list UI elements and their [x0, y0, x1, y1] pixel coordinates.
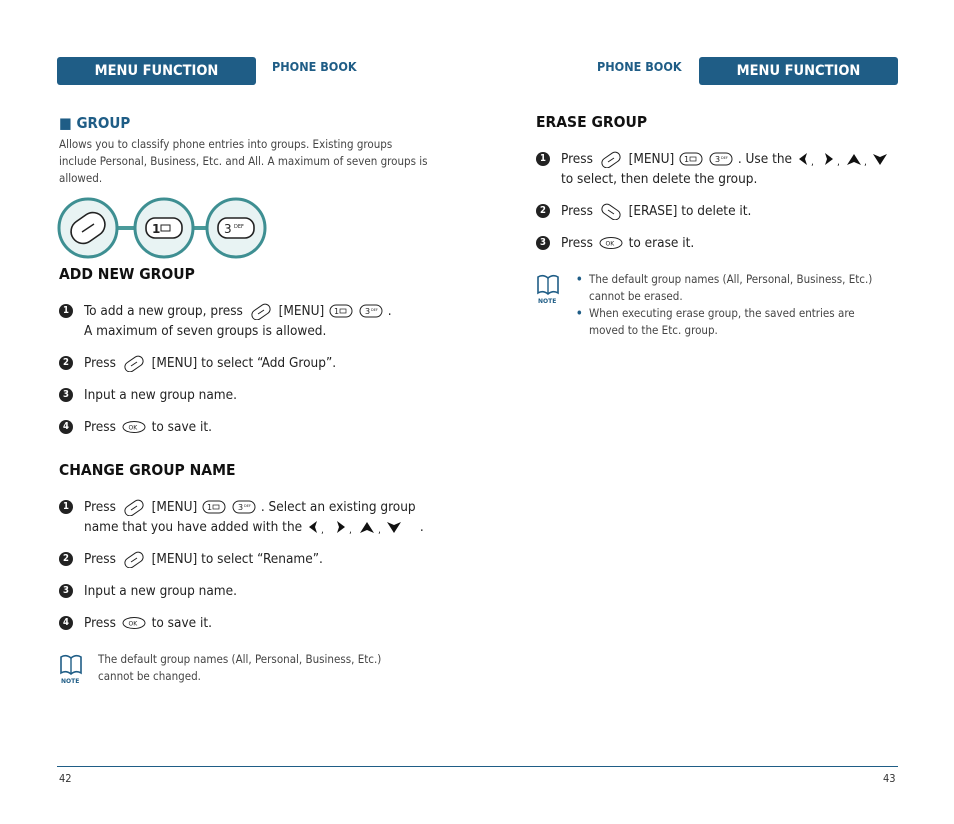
step-number: 1 [59, 500, 73, 514]
svg-text:,: , [863, 157, 867, 167]
soft-key-icon [121, 498, 147, 516]
svg-text:DEF: DEF [243, 504, 251, 508]
svg-text:NOTE: NOTE [61, 678, 80, 685]
key-3-icon [232, 499, 256, 515]
erase-step-3 [536, 233, 916, 253]
svg-text:NOTE: NOTE [538, 298, 557, 305]
key-sequence-illustration [56, 196, 270, 260]
add-new-group-heading: ADD NEW GROUP [59, 265, 195, 283]
page-number-left: 42 [59, 772, 72, 785]
step-text: [MENU] [628, 151, 675, 167]
step-text: to erase it. [628, 235, 695, 251]
group-description [59, 136, 449, 187]
page-number-right: 43 [883, 772, 896, 785]
svg-text:1: 1 [207, 503, 213, 512]
step-text: Press [561, 151, 593, 167]
ok-key-icon [121, 420, 147, 434]
step-text: to save it. [151, 419, 212, 435]
step-text: To add a new group, press [84, 303, 243, 319]
step-number: 3 [59, 388, 73, 402]
note-text-left [98, 651, 381, 685]
svg-text:1: 1 [684, 155, 690, 164]
step-number: 1 [536, 152, 550, 166]
footer-rule [57, 766, 898, 767]
ok-key-icon [121, 616, 147, 630]
svg-text:DEF: DEF [720, 156, 728, 160]
step-text: Press [84, 499, 116, 515]
change-step-4 [59, 613, 459, 633]
svg-text:,: , [836, 157, 840, 167]
note-line: When executing erase group, the saved entries are [589, 306, 855, 320]
key-1-icon [202, 499, 226, 515]
step-number: 4 [59, 616, 73, 630]
step-number: 2 [59, 356, 73, 370]
navigation-arrows-icon [797, 151, 897, 167]
svg-text:,: , [320, 525, 324, 535]
navigation-arrows-icon [307, 519, 415, 535]
step-text: Press [84, 419, 116, 435]
step-text: Press [561, 235, 593, 251]
note-icon [535, 273, 561, 305]
step-number: 3 [536, 236, 550, 250]
svg-text:DEF: DEF [234, 224, 244, 230]
step-text: [MENU] to select “Add Group”. [151, 355, 337, 371]
svg-text:3: 3 [714, 155, 721, 164]
key-3-icon [709, 151, 733, 167]
step-text: to select, then delete the group. [561, 171, 758, 187]
right-soft-key-icon [598, 202, 624, 220]
step-text: . Select an existing group [260, 499, 416, 515]
svg-text:,: , [348, 525, 352, 535]
step-text: [MENU] [151, 499, 198, 515]
svg-text:,: , [810, 157, 814, 167]
change-step-3 [59, 581, 459, 601]
add-step-4 [59, 417, 459, 437]
add-step-3 [59, 385, 459, 405]
step-text: A maximum of seven groups is allowed. [84, 323, 327, 339]
svg-text:1: 1 [152, 222, 161, 236]
group-desc-line: include Personal, Business, Etc. and All. A maximum of seven groups is [59, 154, 428, 168]
erase-group-heading: ERASE GROUP [536, 113, 648, 131]
menu-function-tab-left: MENU FUNCTION [57, 57, 256, 85]
menu-function-tab-right: MENU FUNCTION [699, 57, 898, 85]
step-text: to save it. [151, 615, 212, 631]
note-line: cannot be erased. [589, 289, 683, 303]
bullet-icon: • [576, 272, 583, 286]
note-line: The default group names (All, Personal, Business, Etc.) [589, 272, 873, 286]
note-line: moved to the Etc. group. [589, 323, 718, 337]
note-text-right [576, 271, 906, 339]
step-text: name that you have added with the [84, 519, 303, 535]
group-desc-line: allowed. [59, 171, 103, 185]
step-number: 2 [536, 204, 550, 218]
svg-text:OK: OK [605, 240, 614, 248]
svg-text:3: 3 [237, 503, 244, 512]
step-number: 3 [59, 584, 73, 598]
add-step-2 [59, 353, 459, 373]
step-number: 2 [59, 552, 73, 566]
key-1-icon [679, 151, 703, 167]
step-number: 4 [59, 420, 73, 434]
step-text: [MENU] to select “Rename”. [151, 551, 323, 567]
step-text: Input a new group name. [84, 387, 237, 403]
soft-key-icon [121, 550, 147, 568]
change-group-name-heading: CHANGE GROUP NAME [59, 461, 236, 479]
phone-book-label-left: PHONE BOOK [272, 59, 357, 74]
svg-text:,: , [377, 525, 381, 535]
erase-step-1 [536, 149, 916, 189]
change-step-1 [59, 497, 459, 537]
svg-text:OK: OK [128, 424, 137, 432]
soft-key-icon [598, 150, 624, 168]
step-text: [MENU] [278, 303, 325, 319]
add-step-1 [59, 301, 459, 341]
svg-text:DEF: DEF [370, 308, 378, 312]
change-step-2 [59, 549, 459, 569]
step-text: Input a new group name. [84, 583, 237, 599]
step-number: 1 [59, 304, 73, 318]
key-3-icon [359, 303, 383, 319]
note-line: cannot be changed. [98, 669, 201, 683]
step-text: Press [84, 355, 116, 371]
step-text: . [387, 303, 392, 319]
ok-key-icon [598, 236, 624, 250]
group-heading: ■ GROUP [59, 114, 131, 132]
step-text: Press [84, 551, 116, 567]
step-text: [ERASE] to delete it. [628, 203, 752, 219]
step-text: . Use the [737, 151, 793, 167]
step-text: Press [84, 615, 116, 631]
note-icon [58, 653, 84, 685]
group-desc-line: Allows you to classify phone entries into groups. Existing groups [59, 137, 393, 151]
svg-text:1: 1 [334, 307, 340, 316]
note-line: The default group names (All, Personal, Business, Etc.) [98, 652, 382, 666]
erase-step-2 [536, 201, 916, 221]
svg-text:3: 3 [224, 222, 232, 236]
step-text: Press [561, 203, 593, 219]
key-1-icon [329, 303, 353, 319]
svg-text:3: 3 [364, 307, 371, 316]
note-bullet-1 [576, 271, 906, 305]
note-bullet-2 [576, 305, 906, 339]
bullet-icon: • [576, 306, 583, 320]
svg-text:OK: OK [128, 620, 137, 628]
soft-key-icon [121, 354, 147, 372]
phone-book-label-right: PHONE BOOK [597, 59, 682, 74]
step-text: . [419, 519, 424, 535]
soft-key-icon [248, 302, 274, 320]
